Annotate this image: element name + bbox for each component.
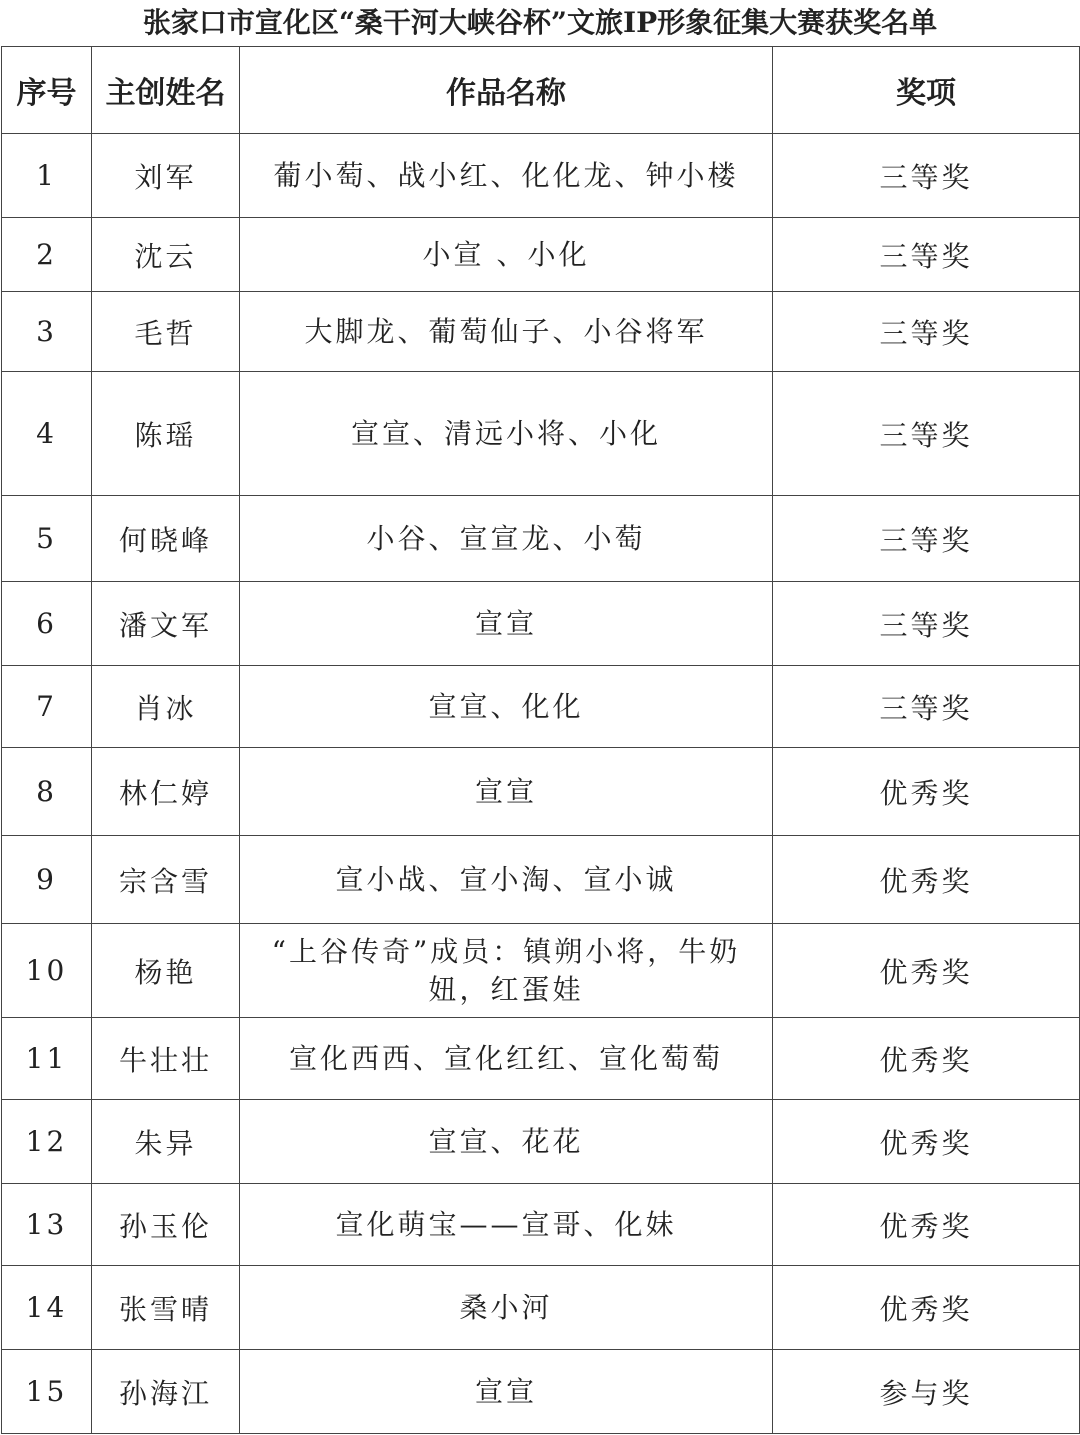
author-name: 潘文军	[92, 582, 240, 666]
award-level: 三等奖	[773, 218, 1080, 292]
table-row	[2, 372, 1080, 496]
work-title-cell	[240, 748, 773, 836]
work-title: 宣宣	[474, 1374, 537, 1408]
author-name: 孙海江	[92, 1350, 240, 1434]
table-body	[2, 134, 1080, 1434]
award-level: 优秀奖	[773, 1100, 1080, 1184]
table-row	[2, 1350, 1080, 1434]
row-number: 7	[2, 666, 92, 748]
row-number: 10	[2, 924, 92, 1018]
header-work: 作品名称	[240, 47, 773, 134]
work-title-cell	[240, 134, 773, 218]
work-title: 宣宣、清远小将、小化	[350, 416, 661, 450]
work-title-cell	[240, 924, 773, 1018]
work-title-cell	[240, 1350, 773, 1434]
author-name: 陈瑶	[92, 372, 240, 496]
header-award: 奖项	[773, 47, 1080, 134]
author-name: 何晓峰	[92, 496, 240, 582]
work-title-cell	[240, 292, 773, 372]
work-title: 宣化西西、宣化红红、宣化萄萄	[288, 1041, 723, 1075]
author-name: 刘军	[92, 134, 240, 218]
work-title: 宣宣、花花	[428, 1124, 584, 1158]
row-number: 15	[2, 1350, 92, 1434]
work-title: 葡小萄、战小红、化化龙、钟小楼	[273, 158, 739, 192]
award-level: 三等奖	[773, 372, 1080, 496]
row-number: 1	[2, 134, 92, 218]
table-row	[2, 292, 1080, 372]
row-number: 6	[2, 582, 92, 666]
award-list-table	[1, 46, 1080, 1434]
work-title-cell	[240, 372, 773, 496]
work-title: 宣宣	[474, 774, 537, 808]
row-number: 8	[2, 748, 92, 836]
work-title-cell	[240, 496, 773, 582]
header-no: 序号	[2, 47, 92, 134]
author-name: 杨艳	[92, 924, 240, 1018]
award-level: 参与奖	[773, 1350, 1080, 1434]
author-name: 沈云	[92, 218, 240, 292]
award-level: 优秀奖	[773, 1184, 1080, 1266]
table-row	[2, 666, 1080, 748]
work-title: 宣宣、化化	[428, 689, 584, 723]
work-title-cell	[240, 1184, 773, 1266]
table-row	[2, 1266, 1080, 1350]
table-row	[2, 924, 1080, 1018]
award-level: 三等奖	[773, 582, 1080, 666]
author-name: 朱异	[92, 1100, 240, 1184]
document-title: 张家口市宣化区“桑干河大峡谷杯”文旅IP形象征集大赛获奖名单	[142, 6, 938, 39]
table-row	[2, 218, 1080, 292]
row-number: 4	[2, 372, 92, 496]
table-row	[2, 1018, 1080, 1100]
row-number: 12	[2, 1100, 92, 1184]
award-level: 优秀奖	[773, 748, 1080, 836]
award-level: 三等奖	[773, 496, 1080, 582]
work-title: 小谷、宣宣龙、小萄	[366, 521, 646, 555]
award-level: 优秀奖	[773, 1018, 1080, 1100]
table-header-row	[2, 47, 1080, 134]
work-title: 宣宣	[474, 606, 537, 640]
author-name: 牛壮壮	[92, 1018, 240, 1100]
author-name: 毛哲	[92, 292, 240, 372]
row-number: 2	[2, 218, 92, 292]
author-name: 林仁婷	[92, 748, 240, 836]
work-title-cell	[240, 582, 773, 666]
table-row	[2, 748, 1080, 836]
author-name: 宗含雪	[92, 836, 240, 924]
row-number: 13	[2, 1184, 92, 1266]
table-row	[2, 582, 1080, 666]
header-author: 主创姓名	[92, 47, 240, 134]
work-title-cell	[240, 836, 773, 924]
work-title-cell	[240, 1266, 773, 1350]
award-level: 优秀奖	[773, 924, 1080, 1018]
author-name: 张雪晴	[92, 1266, 240, 1350]
award-level: 优秀奖	[773, 1266, 1080, 1350]
work-title: 大脚龙、葡萄仙子、小谷将军	[304, 314, 708, 348]
row-number: 11	[2, 1018, 92, 1100]
author-name: 肖冰	[92, 666, 240, 748]
table-row	[2, 134, 1080, 218]
work-title-cell	[240, 666, 773, 748]
table-row	[2, 1100, 1080, 1184]
work-title: “上谷传奇”成员：镇朔小将，牛奶妞，红蛋娃	[271, 934, 741, 1006]
table-row	[2, 496, 1080, 582]
table-row	[2, 1184, 1080, 1266]
award-level: 三等奖	[773, 666, 1080, 748]
author-name: 孙玉伦	[92, 1184, 240, 1266]
row-number: 3	[2, 292, 92, 372]
work-title: 宣小战、宣小淘、宣小诚	[335, 862, 677, 896]
work-title: 小宣 、小化	[422, 237, 590, 271]
table-row	[2, 836, 1080, 924]
row-number: 14	[2, 1266, 92, 1350]
work-title-cell	[240, 1100, 773, 1184]
row-number: 9	[2, 836, 92, 924]
award-level: 优秀奖	[773, 836, 1080, 924]
work-title: 桑小河	[459, 1290, 553, 1324]
award-level: 三等奖	[773, 134, 1080, 218]
award-level: 三等奖	[773, 292, 1080, 372]
work-title-cell	[240, 1018, 773, 1100]
work-title-cell	[240, 218, 773, 292]
row-number: 5	[2, 496, 92, 582]
work-title: 宣化萌宝——宣哥、化妹	[335, 1207, 677, 1241]
